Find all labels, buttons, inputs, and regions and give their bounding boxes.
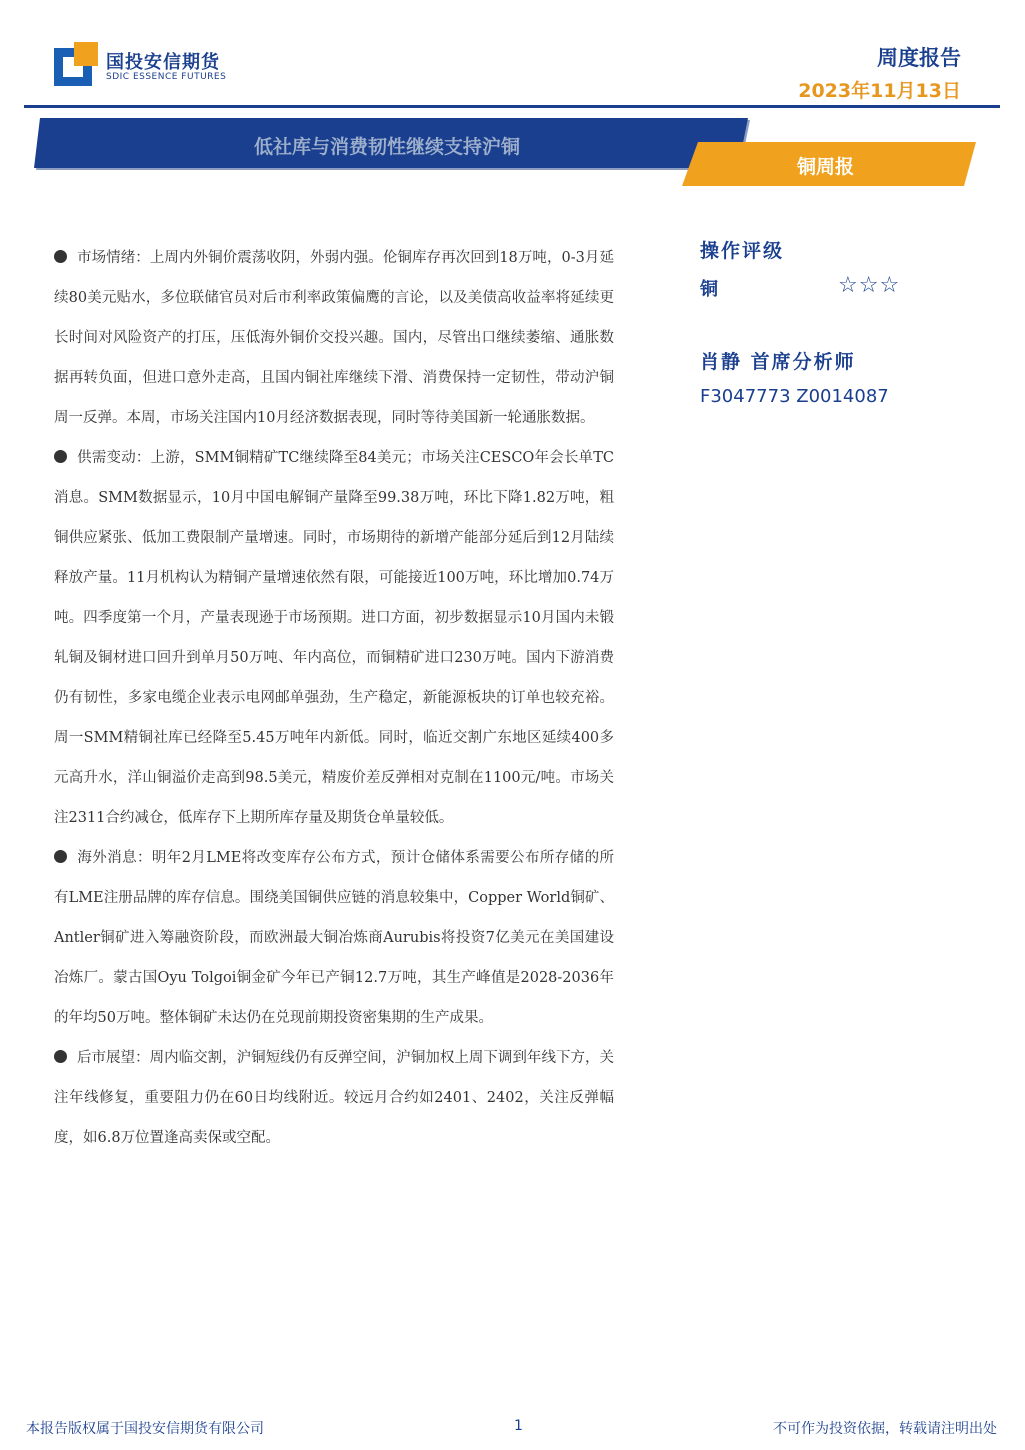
company-name-en: SDIC ESSENCE FUTURES bbox=[106, 72, 227, 82]
paragraph-outlook bbox=[54, 1038, 614, 1158]
company-logo bbox=[54, 42, 254, 88]
header-divider bbox=[24, 105, 1000, 108]
company-name-cn: 国投安信期货 bbox=[106, 52, 220, 73]
analyst-ids: F3047773 Z0014087 bbox=[700, 386, 889, 407]
report-body bbox=[54, 238, 614, 1158]
analyst-name: 肖静 首席分析师 bbox=[700, 351, 856, 373]
paragraph-market-sentiment bbox=[54, 238, 614, 438]
rating-label: 铜 bbox=[700, 279, 718, 300]
paragraph-text: 海外消息：明年2月LME将改变库存公布方式，预计仓储体系需要公布所存储的所有LME注册品牌的库存信息。围绕美国铜供应链的消息较集中，Copper World铜矿、Antler铜矿进入筹融资阶段，而欧洲最大铜冶炼商Aurubis将投资7亿美元在美国建设冶炼厂。蒙古国Oyu Tolgoi铜金矿今年已产铜12.7万吨，其生产峰值是2028-2036年的年均50万吨。整体铜矿未达仍在兑现前期投资密集期的生产成果。 bbox=[54, 850, 614, 1026]
footer-copyright: 本报告版权属于国投安信期货有限公司 bbox=[26, 1421, 264, 1437]
report-title: 低社库与消费韧性继续支持沪铜 bbox=[254, 136, 521, 158]
company-logo-mark-icon bbox=[54, 42, 98, 86]
paragraph-overseas-news bbox=[54, 838, 614, 1038]
paragraph-text: 市场情绪：上周内外铜价震荡收阴，外弱内强。伦铜库存再次回到18万吨，0-3月延续80美元贴水，多位联储官员对后市利率政策偏鹰的言论，以及美债高收益率将延续更长时间对风险资产的打压，压低海外铜价交投兴趣。国内，尽管出口继续萎缩、通胀数据再转负面，但进口意外走高，且国内铜社库继续下滑、消费保持一定韧性，带动沪铜周一反弹。本周，市场关注国内10月经济数据表现，同时等待美国新一轮通胀数据。 bbox=[54, 250, 614, 426]
report-date: 2023年11月13日 bbox=[798, 80, 961, 102]
bullet-icon bbox=[54, 850, 67, 863]
rating-title: 操作评级 bbox=[700, 240, 785, 262]
rating-stars-icon: ☆☆☆ bbox=[838, 273, 901, 298]
paragraph-text: 供需变动：上游，SMM铜精矿TC继续降至84美元；市场关注CESCO年会长单TC消息。SMM数据显示，10月中国电解铜产量降至99.38万吨，环比下降1.82万吨，粗铜供应紧张、低加工费限制产量增速。同时，市场期待的新增产能部分延后到12月陆续释放产量。11月机构认为精铜产量增速依然有限，可能接近100万吨，环比增加0.74万吨。四季度第一个月，产量表现逊于市场预期。进口方面，初步数据显示10月国内未锻轧铜及铜材进口回升到单月50万吨、年内高位，而铜精矿进口230万吨。国内下游消费仍有韧性，多家电缆企业表示电网邮单强劲，生产稳定，新能源板块的订单也较充裕。周一SMM精铜社库已经降至5.45万吨年内新低。同时，临近交割广东地区延续400多元高升水，洋山铜溢价走高到98.5美元，精废价差反弹相对克制在1100元/吨。市场关注2311合约减仓，低库存下上期所库存量及期货仓单量较低。 bbox=[54, 450, 614, 826]
paragraph-supply-demand bbox=[54, 438, 614, 838]
footer-disclaimer: 不可作为投资依据，转载请注明出处 bbox=[773, 1421, 997, 1437]
bullet-icon bbox=[54, 450, 67, 463]
bullet-icon bbox=[54, 250, 67, 263]
sidebar bbox=[700, 236, 960, 407]
report-category-tag: 铜周报 bbox=[797, 156, 855, 178]
rating-row bbox=[700, 275, 960, 299]
bullet-icon bbox=[54, 1050, 67, 1063]
report-type: 周度报告 bbox=[877, 46, 961, 70]
page-number: 1 bbox=[514, 1418, 523, 1434]
paragraph-text: 后市展望：周内临交割，沪铜短线仍有反弹空间，沪铜加权上周下调到年线下方，关注年线修复，重要阻力仍在60日均线附近。较远月合约如2401、2402，关注反弹幅度，如6.8万位置逢高卖保或空配。 bbox=[54, 1050, 614, 1146]
